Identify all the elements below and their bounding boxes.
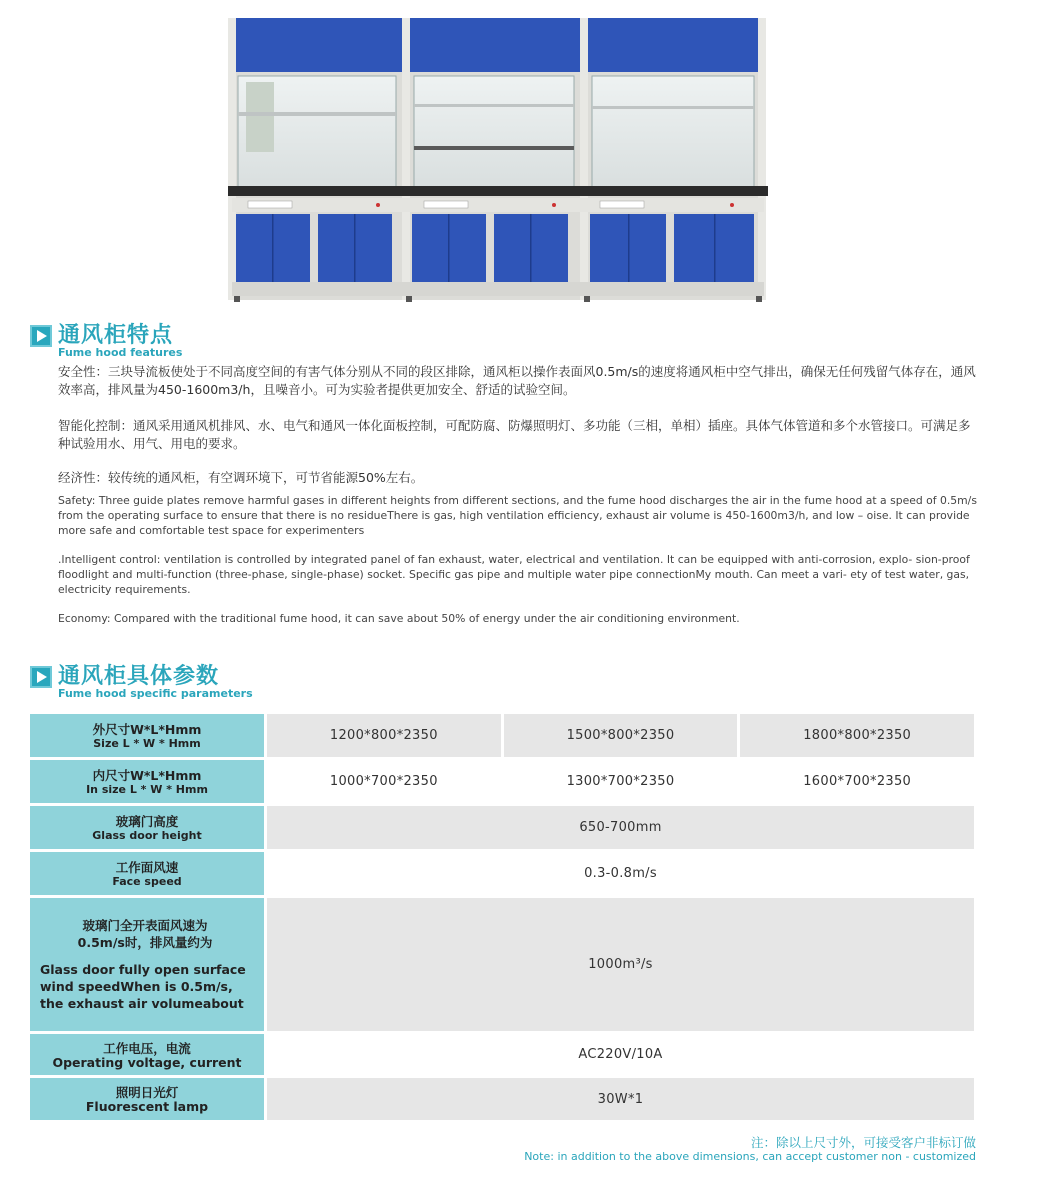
row-label-en: Face speed	[112, 874, 182, 888]
fume-hood-product-image	[228, 12, 768, 308]
row-label	[30, 714, 264, 757]
feature-safety-en: Safety: Three guide plates remove harmful gases in different heights from different sections, and the fume hood discharges the air in the fume hood at a speed of 0.5m/s from the operating surface to ensure that there is no residueThere is gas, high ventilation efficiency, exhaust air volume is 450-1600m3/h, and low – oise. It can provide more safe and comfortable test space for experimenters	[58, 494, 977, 537]
cell-value: 1000*700*2350	[267, 760, 501, 803]
row-label-en: Operating voltage, current	[52, 1054, 242, 1070]
row-label-en: Glass door height	[92, 828, 202, 842]
feature-control-zh: 智能化控制：通风采用通风机排风、水、电气和通风一体化面板控制，可配防腐、防爆照明灯、多功能（三相，单相）插座。具体气体管道和多个水管接口。可满足多种试验用水、用气、用电的要求。	[58, 418, 971, 451]
table-row-outer-size	[30, 714, 974, 757]
feature-control-en: .Intelligent control: ventilation is controlled by integrated panel of fan exhaust, water, electrical and ventilation. It can be equipped with anti-corrosion, explo- sion-proof floodlight and multi-function (three-phase, single-phase) socket. Specific gas pipe and multiple water pipe connectionMy mouth. Can meet a vari- ety of test water, gas, electricity requirements.	[58, 553, 970, 596]
features-title-en: Fume hood features	[58, 346, 183, 359]
params-table	[30, 714, 974, 1123]
table-row-exhaust-volume	[30, 898, 974, 1031]
row-label-zh: 内尺寸W*L*Hmm	[92, 767, 202, 783]
row-label-zh: 照明日光灯	[115, 1085, 179, 1100]
row-label	[30, 760, 264, 803]
row-label	[30, 806, 264, 849]
row-label	[30, 898, 264, 1031]
fume-hood-unit-2	[408, 18, 580, 188]
footnote-en: Note: in addition to the above dimensions, can accept customer non - customized	[524, 1150, 976, 1163]
play-triangle-icon	[30, 666, 52, 688]
row-label	[30, 1078, 264, 1120]
row-label	[30, 852, 264, 895]
feature-economy-zh: 经济性：较传统的通风柜，有空调环境下，可节省能源50%左右。	[58, 470, 424, 485]
row-label-en: Glass door fully open surface wind speedWhen is 0.5m/s, the exhaust air volumeabout	[40, 962, 246, 1011]
feature-safety-zh: 安全性：三块导流板使处于不同高度空间的有害气体分别从不同的段区排除，通风柜以操作表面风0.5m/s的速度将通风柜中空气排出，确保无任何残留气体存在，通风效率高，排风量为450-1600m3/h，且噪音小。可为实验者提供更加安全、舒适的试验空间。	[58, 364, 976, 397]
features-title-zh: 通风柜特点	[58, 323, 174, 348]
row-label-en: In size L * W * Hmm	[86, 782, 208, 796]
row-label-zh: 玻璃门高度	[115, 813, 179, 829]
fume-hood-unit-3	[586, 18, 760, 188]
params-title-en: Fume hood specific parameters	[58, 687, 253, 700]
cell-value: 1600*700*2350	[740, 760, 974, 803]
cell-value: 30W*1	[267, 1078, 974, 1120]
fume-hood-unit-1	[232, 18, 402, 188]
cell-value: 0.3-0.8m/s	[267, 852, 974, 895]
cell-value: 1200*800*2350	[267, 714, 501, 757]
cell-value: 1800*800*2350	[740, 714, 974, 757]
cell-value: 650-700mm	[267, 806, 974, 849]
row-label-en: Fluorescent lamp	[85, 1099, 209, 1114]
cell-value: AC220V/10A	[267, 1034, 974, 1075]
row-label-zh: 工作电压，电流	[103, 1040, 191, 1056]
cell-value: 1000m³/s	[267, 898, 974, 1031]
params-title-zh: 通风柜具体参数	[58, 664, 220, 689]
cell-value: 1300*700*2350	[504, 760, 738, 803]
table-row-lamp	[30, 1078, 974, 1120]
row-label-zh: 工作面风速	[115, 859, 179, 875]
table-row-face-speed	[30, 852, 974, 895]
cell-value: 1500*800*2350	[504, 714, 738, 757]
feature-economy-en: Economy: Compared with the traditional fume hood, it can save about 50% of energy under the air conditioning environment.	[58, 612, 740, 625]
row-label-en: Size L * W * Hmm	[93, 736, 201, 750]
row-label-zh: 玻璃门全开表面风速为 0.5m/s时，排风量约为	[77, 918, 213, 950]
row-label-zh: 外尺寸W*L*Hmm	[92, 721, 202, 737]
row-label	[30, 1034, 264, 1075]
play-triangle-icon	[30, 325, 52, 347]
table-row-voltage	[30, 1034, 974, 1075]
table-row-glass-door-height	[30, 806, 974, 849]
footnote-zh: 注：除以上尺寸外，可接受客户非标订做	[750, 1135, 976, 1150]
table-row-inner-size	[30, 760, 974, 803]
